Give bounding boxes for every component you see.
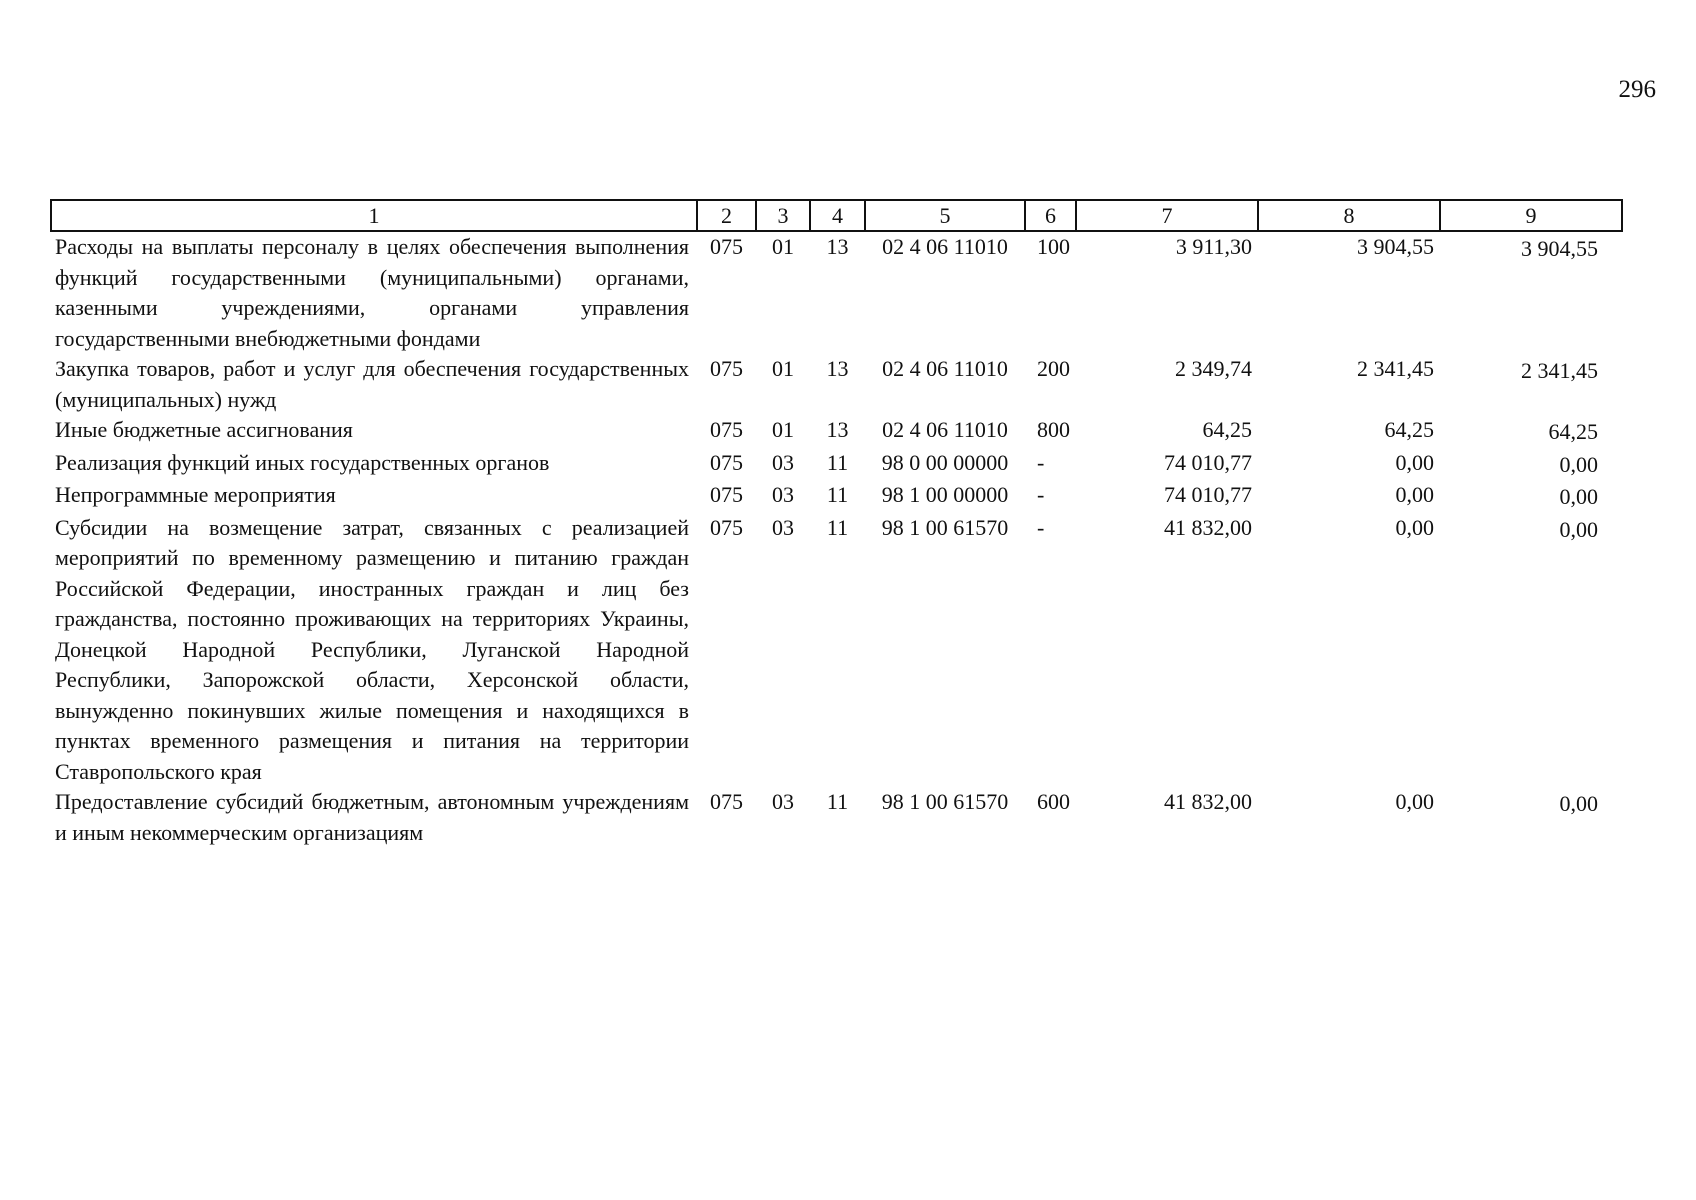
table-row xyxy=(51,787,1622,848)
cell-col-6: - xyxy=(1037,449,1045,475)
row-description: Предоставление субсидий бюджетным, автономным учреждениям и иным некоммерческим организациям xyxy=(55,789,689,845)
cell-col-5: 02 4 06 11010 xyxy=(882,356,1008,381)
cell-col-9: 0,00 xyxy=(1559,484,1598,509)
cell-col-5: 98 1 00 61570 xyxy=(881,514,1009,540)
cell-col-8: 3 904,55 xyxy=(1357,234,1434,259)
cell-col-9: 0,00 xyxy=(1559,516,1598,542)
cell-col-3: 01 xyxy=(772,234,794,259)
cell-col-9: 0,00 xyxy=(1559,451,1598,477)
table-header-row xyxy=(51,200,1622,231)
cell-col-6: 100 xyxy=(1037,234,1070,259)
cell-col-7: 3 911,30 xyxy=(1175,234,1252,259)
budget-table xyxy=(50,199,1623,848)
cell-col-2: 075 xyxy=(710,514,743,540)
table-row xyxy=(51,415,1622,448)
cell-col-4: 11 xyxy=(826,449,849,475)
row-description: Иные бюджетные ассигнования xyxy=(55,417,353,442)
cell-col-8: 0,00 xyxy=(1395,514,1434,540)
cell-col-7: 41 832,00 xyxy=(1164,514,1252,540)
cell-col-9: 2 341,45 xyxy=(1521,358,1598,383)
cell-col-8: 0,00 xyxy=(1395,449,1434,475)
cell-col-2: 075 xyxy=(710,482,743,507)
row-description: Закупка товаров, работ и услуг для обеспечения государственных (муниципальных) нужд xyxy=(55,356,689,412)
cell-col-2: 075 xyxy=(710,789,743,814)
table-row xyxy=(51,231,1622,354)
table-row xyxy=(51,513,1622,788)
cell-col-5: 02 4 06 11010 xyxy=(882,234,1008,259)
page-number: 296 xyxy=(1618,76,1656,103)
cell-col-9: 3 904,55 xyxy=(1521,236,1598,261)
cell-col-4: 13 xyxy=(826,417,849,442)
column-header-1: 1 xyxy=(51,200,697,231)
cell-col-4: 11 xyxy=(826,514,849,540)
cell-col-9: 64,25 xyxy=(1548,419,1598,444)
cell-col-3: 03 xyxy=(772,449,794,475)
column-header-8: 8 xyxy=(1258,200,1440,231)
cell-col-3: 03 xyxy=(772,789,794,814)
cell-col-5: 98 1 00 00000 xyxy=(881,482,1009,507)
cell-col-9: 0,00 xyxy=(1559,791,1598,816)
column-header-3: 3 xyxy=(756,200,810,231)
cell-col-2: 075 xyxy=(710,234,743,259)
column-header-2: 2 xyxy=(697,200,756,231)
cell-col-3: 01 xyxy=(772,417,794,442)
column-header-6: 6 xyxy=(1025,200,1076,231)
row-description: Реализация функций иных государственных органов xyxy=(55,449,550,475)
cell-col-7: 2 349,74 xyxy=(1175,356,1252,381)
cell-col-7: 41 832,00 xyxy=(1164,789,1252,814)
cell-col-2: 075 xyxy=(710,356,743,381)
cell-col-4: 13 xyxy=(826,356,849,381)
cell-col-6: - xyxy=(1037,514,1045,540)
table-row xyxy=(51,480,1622,513)
cell-col-7: 64,25 xyxy=(1202,417,1252,442)
cell-col-5: 02 4 06 11010 xyxy=(882,417,1008,442)
column-header-5: 5 xyxy=(865,200,1025,231)
cell-col-4: 11 xyxy=(826,789,849,814)
cell-col-8: 0,00 xyxy=(1395,482,1434,507)
row-description: Непрограммные мероприятия xyxy=(55,482,336,507)
cell-col-7: 74 010,77 xyxy=(1164,449,1252,475)
cell-col-8: 64,25 xyxy=(1384,417,1434,442)
cell-col-7: 74 010,77 xyxy=(1164,482,1252,507)
column-header-9: 9 xyxy=(1440,200,1622,231)
cell-col-2: 075 xyxy=(710,449,743,475)
cell-col-5: 98 1 00 61570 xyxy=(881,789,1009,814)
cell-col-6: - xyxy=(1037,482,1045,507)
cell-col-3: 03 xyxy=(772,482,794,507)
cell-col-6: 600 xyxy=(1037,789,1070,814)
cell-col-6: 800 xyxy=(1037,417,1070,442)
cell-col-3: 03 xyxy=(772,514,794,540)
table-row xyxy=(51,448,1622,481)
cell-col-2: 075 xyxy=(710,417,743,442)
cell-col-4: 11 xyxy=(826,482,849,507)
cell-col-8: 0,00 xyxy=(1395,789,1434,814)
table-row xyxy=(51,354,1622,415)
row-description: Расходы на выплаты персоналу в целях обеспечения выполнения функций государственными (муниципальными) органами, казенными учреждениями, органами управления государственными внебюджетными фондами xyxy=(55,234,689,351)
cell-col-5: 98 0 00 00000 xyxy=(881,449,1009,475)
cell-col-8: 2 341,45 xyxy=(1357,356,1434,381)
column-header-7: 7 xyxy=(1076,200,1258,231)
cell-col-4: 13 xyxy=(826,234,849,259)
column-header-4: 4 xyxy=(810,200,865,231)
row-description: Субсидии на возмещение затрат, связанных с реализацией мероприятий по временному размещению и питанию граждан Российской Федерации, иностранных граждан и лиц без гражданства, постоянно проживающих на территориях Украины, Донецкой Народной Республики, Луганской Народной Республики, Запорожской области, Херсонской области, вынужденно покинувших жилые помещения и находящихся в пунктах временного размещения и питания на территории Ставропольского края xyxy=(55,514,689,784)
cell-col-6: 200 xyxy=(1037,356,1070,381)
cell-col-3: 01 xyxy=(772,356,794,381)
